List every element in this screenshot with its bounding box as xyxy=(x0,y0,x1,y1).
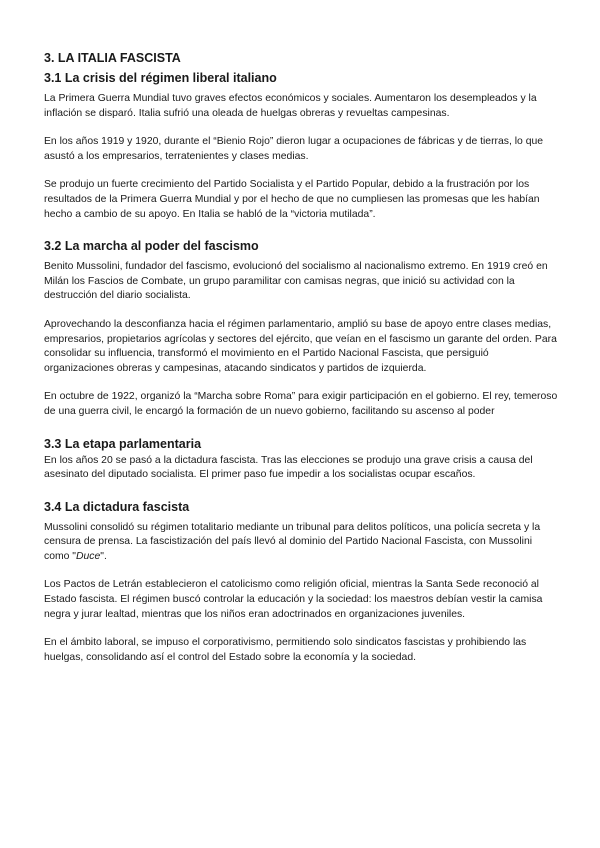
section-heading: 3.1 La crisis del régimen liberal italiano xyxy=(44,71,277,85)
paragraph: En los años 20 se pasó a la dictadura fascista. Tras las elecciones se produjo una grave crisis a causa del asesinato del diputado socialista. El primer paso fue impedir a los socialistas ocupar escaños. xyxy=(44,454,533,481)
document-title: 3. LA ITALIA FASCISTA xyxy=(44,51,181,65)
paragraph-text: Mussolini consolidó su régimen totalitario mediante un tribunal para delitos políticos, una policía secreta y la censura de prensa. La fascistización del país llevó al dominio del Partido Nacional Fascista, con Mussolini como " xyxy=(44,521,541,562)
paragraph: Benito Mussolini, fundador del fascismo, evolucionó del socialismo al nacionalismo extremo. En 1919 creó en Milán los Fascios de Combate, un grupo paramilitar con camisas negras, que inició su actividad con la destrucción del diario socialista. xyxy=(44,261,548,302)
duce-term: Duce xyxy=(75,550,101,562)
section-heading: 3.3 La etapa parlamentaria xyxy=(44,436,202,451)
document-page xyxy=(44,50,559,665)
paragraph-text-end: ". xyxy=(100,550,107,562)
paragraph: Se produjo un fuerte crecimiento del Partido Socialista y el Partido Popular, debido a la frustración por los resultados de la Primera Guerra Mundial y por el hecho de que no cumpliesen las promesas que les habían hecho a cambio de su apoyo. En Italia se habló de la “victoria mutilada”. xyxy=(44,179,540,220)
paragraph: En el ámbito laboral, se impuso el corporativismo, permitiendo solo sindicatos fascistas y prohibiendo las huelgas, consolidando así el control del Estado sobre la economía y la sociedad. xyxy=(44,637,527,663)
section-heading: 3.2 La marcha al poder del fascismo xyxy=(44,239,259,254)
paragraph: En octubre de 1922, organizó la “Marcha sobre Roma” para exigir participación en el gobierno. El rey, temeroso de una guerra civil, le encargó la formación de un nuevo gobierno, facilitando su ascenso al poder xyxy=(44,391,558,417)
paragraph xyxy=(44,521,559,565)
paragraph: En los años 1919 y 1920, durante el “Bienio Rojo” dieron lugar a ocupaciones de fábricas y de tierras, lo que asustó a los empresarios, terratenientes y clases medias. xyxy=(44,136,544,162)
paragraph: Aprovechando la desconfianza hacia el régimen parlamentario, amplió su base de apoyo entre clases medias, empresarios, propietarios agrícolas y sectores del ejército, que veían en el fascismo un garante del orden. Para consolidar su influencia, transformó el movimiento en el Partido Nacional Fascista, que persiguió organizaciones obreras y campesinas, atacando sindicatos y partidos de izquierda. xyxy=(44,318,557,374)
paragraph: Los Pactos de Letrán establecieron el catolicismo como religión oficial, mientras la Santa Sede reconoció al Estado fascista. El régimen buscó controlar la educación y la sociedad: los maestros debían vestir la camisa negra y jurar lealtad, mientras que los niños eran adoctrinados en organizaciones juveniles. xyxy=(44,579,543,620)
section-heading: 3.4 La dictadura fascista xyxy=(44,499,190,514)
paragraph: La Primera Guerra Mundial tuvo graves efectos económicos y sociales. Aumentaron los desempleados y la inflación se disparó. Italia sufrió una oleada de huelgas obreras y revueltas campesinas. xyxy=(44,93,537,119)
